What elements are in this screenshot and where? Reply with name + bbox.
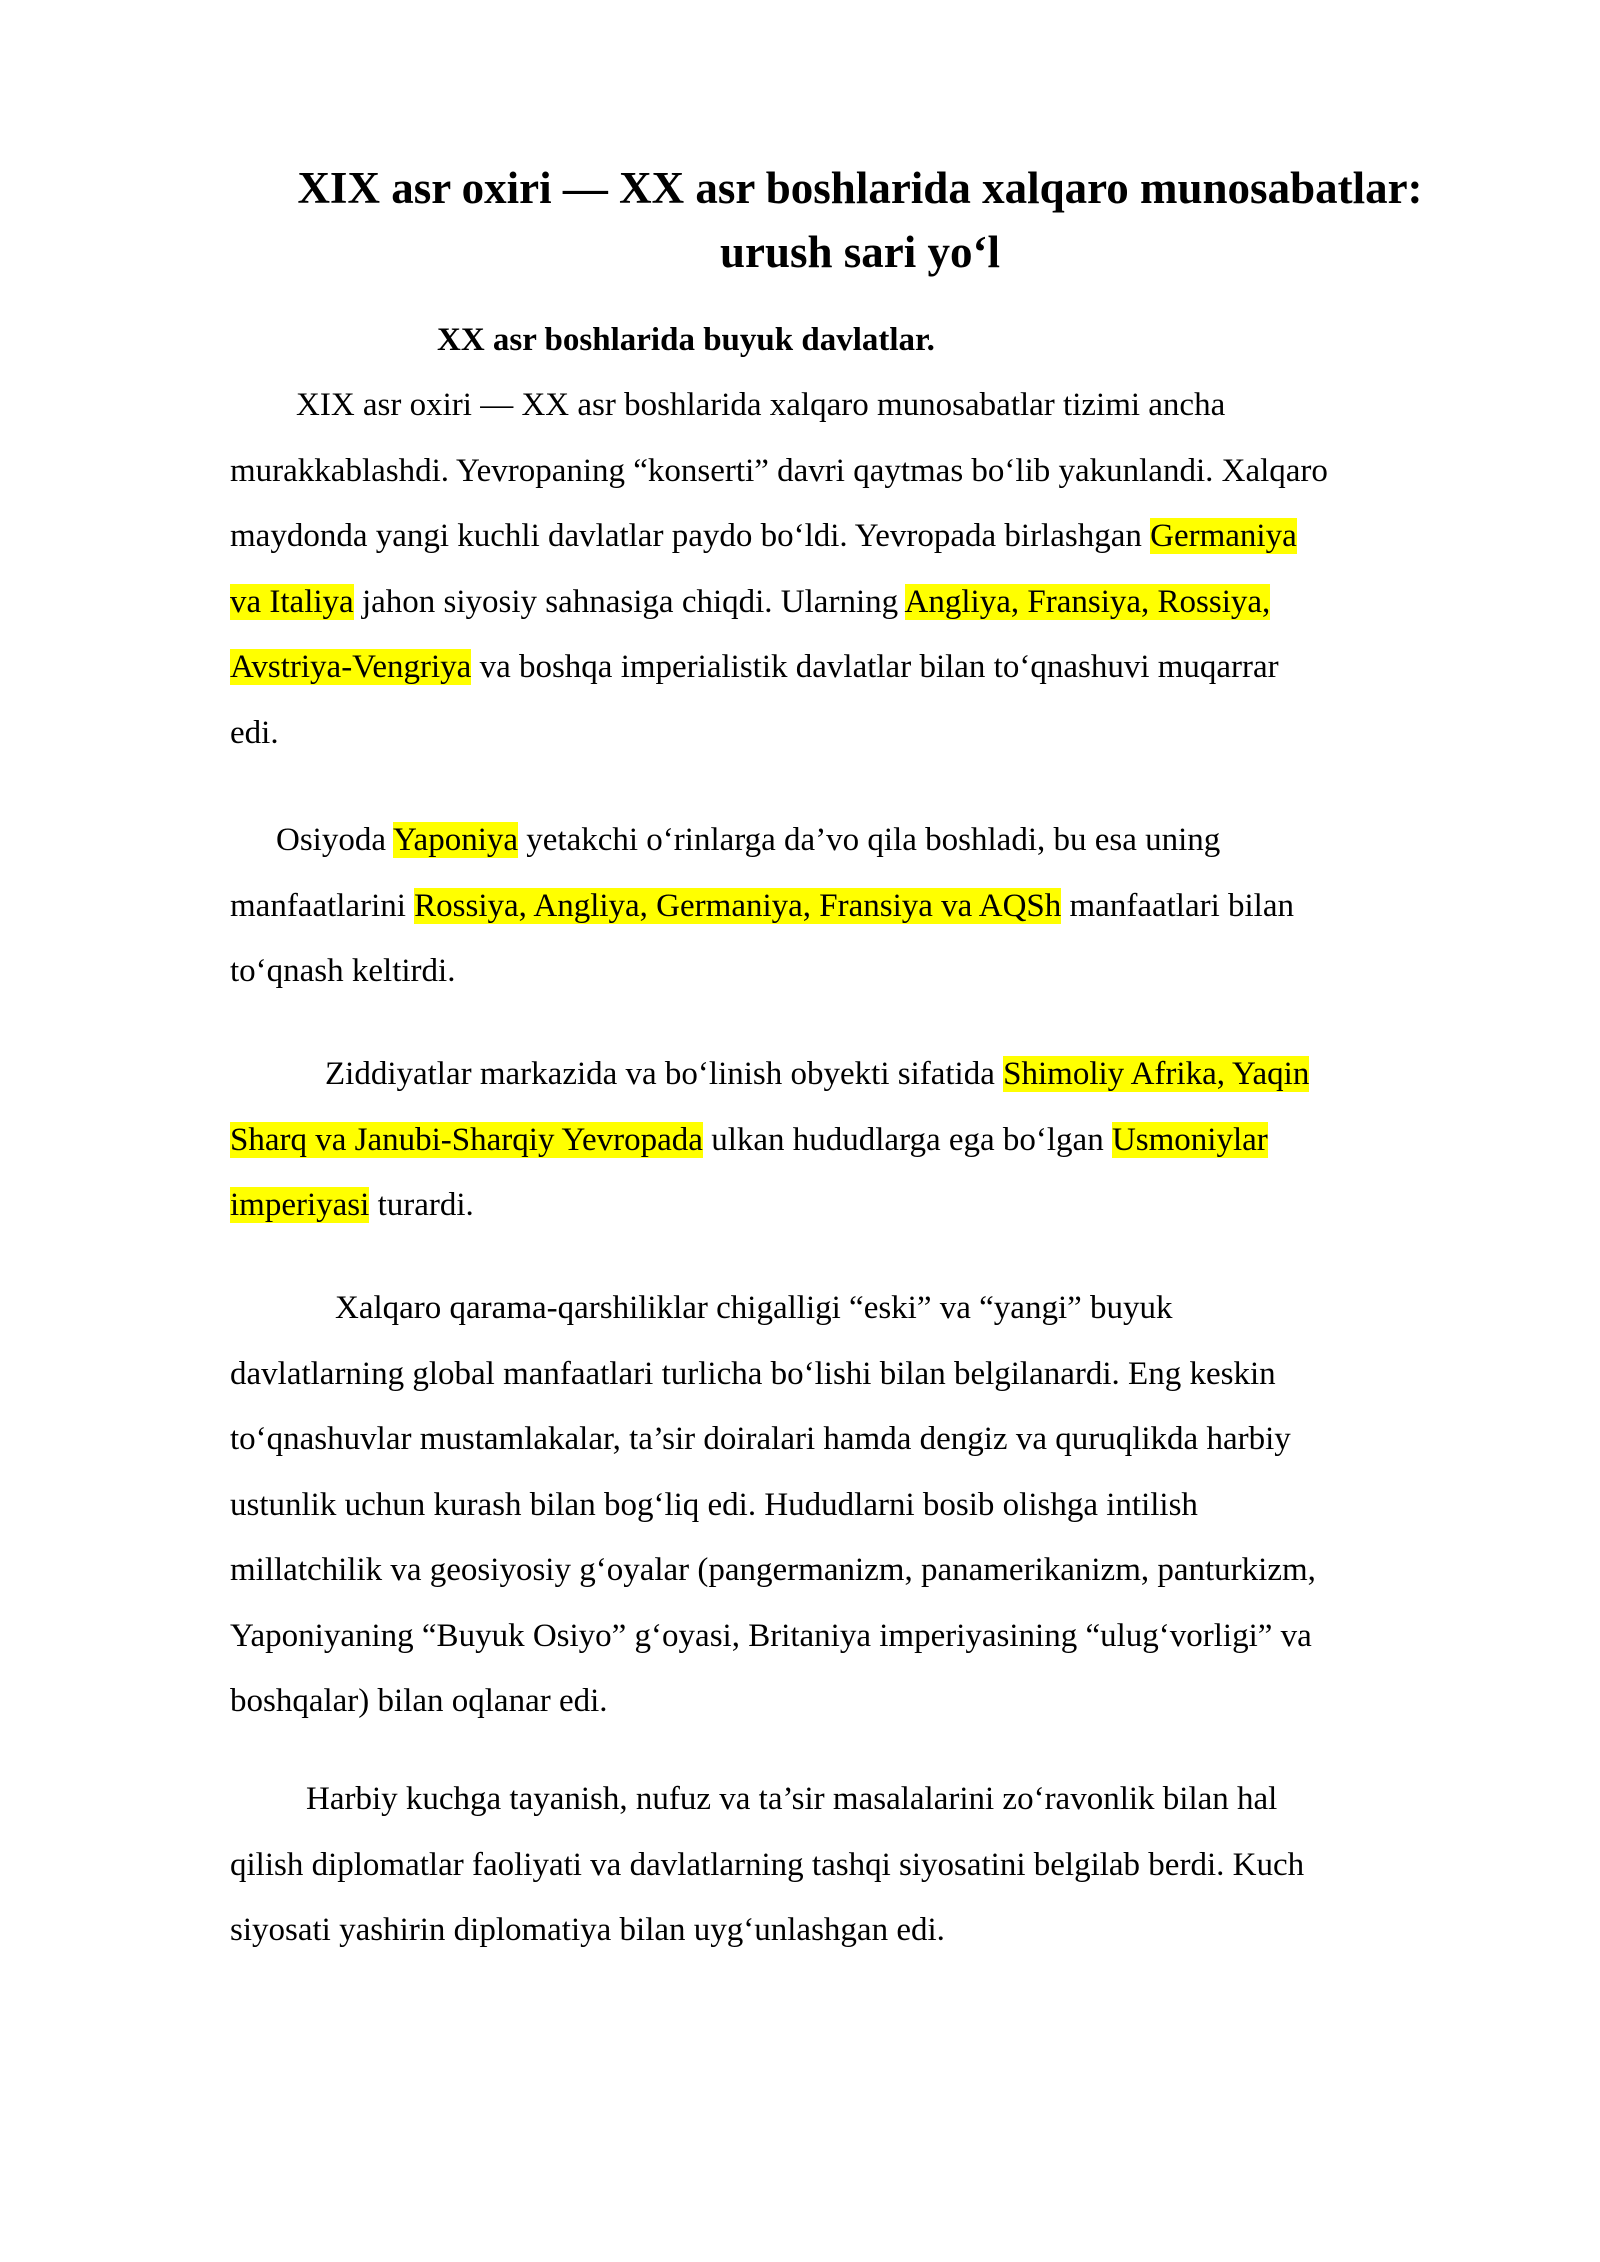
- text-run: to‘qnashuvlar mustamlakalar, ta’sir doiralari hamda dengiz va quruqlikda harbiy: [230, 1421, 1291, 1457]
- text-run: maydonda yangi kuchli davlatlar paydo bo‘ldi. Yevropada birlashgan: [230, 518, 1151, 554]
- text-run: manfaatlarini: [230, 887, 415, 924]
- paragraph: [230, 1276, 1530, 1735]
- text-run: murakkablashdi. Yevropaning “konserti” davri qaytmas bo‘lib yakunlandi. Xalqaro: [230, 452, 1328, 489]
- text-line: [230, 635, 1530, 701]
- paragraph: [230, 1767, 1530, 1964]
- document-title: [200, 156, 1520, 284]
- text-line: [230, 808, 1530, 874]
- highlighted-text: Rossiya, Angliya, Germaniya, Fransiya va AQSh: [414, 887, 1062, 924]
- text-line: [230, 939, 1530, 1005]
- paragraph: [230, 373, 1530, 766]
- highlighted-text: Shimoliy Afrika, Yaqin: [1003, 1056, 1310, 1092]
- text-run: manfaatlari bilan: [1061, 887, 1294, 924]
- highlighted-text: Germaniya: [1150, 518, 1297, 554]
- text-line: [230, 1669, 1530, 1735]
- highlighted-text: Avstriya-Vengriya: [230, 649, 472, 685]
- text-run: XIX asr oxiri — XX asr boshlarida xalqaro munosabatlar tizimi ancha: [296, 387, 1226, 423]
- text-line: [230, 1898, 1530, 1964]
- text-line: [230, 1173, 1530, 1239]
- highlighted-text: Sharq va Janubi-Sharqiy Yevropada: [230, 1121, 703, 1158]
- text-line: [230, 570, 1530, 636]
- highlighted-text: Usmoniylar: [1111, 1121, 1268, 1158]
- text-run: boshqalar) bilan oqlanar edi.: [230, 1683, 608, 1719]
- title-line: urush sari yo‘l: [719, 227, 1001, 277]
- text-line: [230, 439, 1530, 505]
- text-run: va boshqa imperialistik davlatlar bilan to‘qnashuvi muqarrar: [471, 649, 1279, 685]
- text-line: [230, 701, 1530, 767]
- section-heading: XX asr boshlarida buyuk davlatlar.: [437, 322, 935, 358]
- text-line: [230, 1276, 1530, 1342]
- text-run: Osiyoda: [276, 822, 394, 858]
- text-line: [230, 1042, 1530, 1108]
- text-line: [230, 373, 1530, 439]
- paragraph: [230, 808, 1530, 1005]
- text-run: siyosati yashirin diplomatiya bilan uyg‘unlashgan edi.: [230, 1912, 945, 1948]
- text-line: [230, 1538, 1530, 1604]
- text-run: Xalqaro qarama-qarshiliklar chigalligi “eski” va “yangi” buyuk: [335, 1290, 1173, 1326]
- title-line: XIX asr oxiri — XX asr boshlarida xalqaro munosabatlar:: [297, 163, 1423, 213]
- text-run: yetakchi o‘rinlarga da’vo qila boshladi, bu esa uning: [518, 822, 1221, 858]
- text-line: [230, 1108, 1530, 1174]
- text-line: [230, 874, 1530, 940]
- text-line: [230, 1767, 1530, 1833]
- text-run: jahon siyosiy sahnasiga chiqdi. Ularning: [353, 583, 905, 620]
- text-line: [230, 1833, 1530, 1899]
- highlighted-text: Angliya, Fransiya, Rossiya,: [904, 583, 1271, 620]
- text-line: [230, 504, 1530, 570]
- highlighted-text: Yaponiya: [393, 822, 519, 858]
- text-run: turardi.: [369, 1187, 474, 1223]
- highlighted-text: va Italiya: [230, 583, 354, 620]
- text-run: Yaponiyaning “Buyuk Osiyo” g‘oyasi, Britaniya imperiyasining “ulug‘vorligi” va: [230, 1617, 1312, 1654]
- text-run: Harbiy kuchga tayanish, nufuz va ta’sir masalalarini zo‘ravonlik bilan hal: [306, 1781, 1278, 1817]
- text-run: qilish diplomatlar faoliyati va davlatlarning tashqi siyosatini belgilab berdi. Kuch: [230, 1846, 1305, 1883]
- text-line: [230, 1342, 1530, 1408]
- text-line: [230, 1604, 1530, 1670]
- highlighted-text: imperiyasi: [230, 1187, 370, 1223]
- text-run: ulkan hududlarga ega bo‘lgan: [702, 1121, 1112, 1158]
- text-run: davlatlarning global manfaatlari turlicha bo‘lishi bilan belgilanardi. Eng keskin: [230, 1355, 1276, 1392]
- text-run: to‘qnash keltirdi.: [230, 953, 456, 989]
- text-run: Ziddiyatlar markazida va bo‘linish obyekti sifatida: [325, 1056, 1004, 1092]
- paragraph: [230, 1042, 1530, 1239]
- text-run: edi.: [230, 714, 279, 751]
- text-line: [230, 1407, 1530, 1473]
- text-run: ustunlik uchun kurash bilan bog‘liq edi. Hududlarni bosib olishga intilish: [230, 1486, 1198, 1523]
- text-line: [230, 1473, 1530, 1539]
- text-run: millatchilik va geosiyosiy g‘oyalar (pangermanizm, panamerikanizm, panturkizm,: [230, 1552, 1316, 1588]
